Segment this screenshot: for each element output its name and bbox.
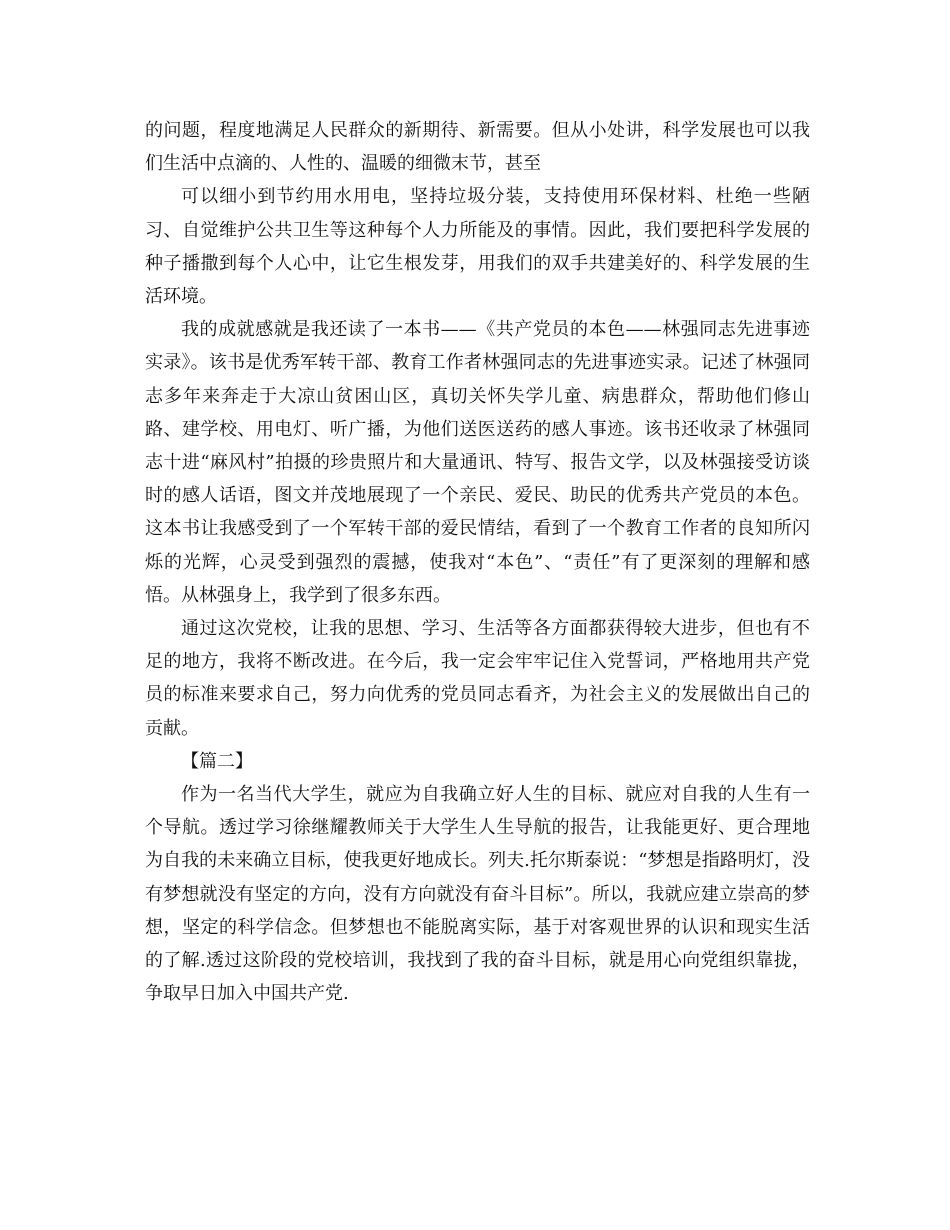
paragraph-2: 可以细小到节约用水用电，坚持垃圾分装，支持使用环保材料、杜绝一些陋习、自觉维护公共卫生等这种每个人力所能及的事情。因此，我们要把科学发展的种子播撒到每个人心中，让它生根发芽，用我们的双手共建美好的、科学发展的生活环境。 bbox=[145, 186, 810, 308]
paragraph-4: 通过这次党校，让我的思想、学习、生活等各方面都获得较大进步，但也有不足的地方，我将不断改进。在今后，我一定会牢牢记住入党誓词，严格地用共产党员的标准来要求自己，努力向优秀的党员同志看齐，为社会主义的发展做出自己的贡献。 bbox=[145, 618, 810, 739]
section-heading: 【篇二】 bbox=[181, 750, 253, 772]
paragraph-1: 的问题，程度地满足人民群众的新期待、新需要。但从小处讲，科学发展也可以我们生活中点滴的、人性的、温暖的细微末节，甚至 bbox=[145, 120, 810, 175]
document-body bbox=[145, 114, 810, 1010]
section-paragraph-1: 作为一名当代大学生，就应为自我确立好人生的目标、就应对自我的人生有一个导航。透过学习徐继耀教师关于大学生人生导航的报告，让我能更好、更合理地为自我的未来确立目标，使我更好地成长。列夫.托尔斯泰说：“梦想是指路明灯，没有梦想就没有坚定的方向，没有方向就没有奋斗目标”。所以，我就应建立崇高的梦想，坚定的科学信念。但梦想也不能脱离实际，基于对客观世界的认识和现实生活的了解.透过这阶段的党校培训，我找到了我的奋斗目标，就是用心向党组织靠拢，争取早日加入中国共产党. bbox=[145, 784, 810, 1005]
paragraph-3: 我的成就感就是我还读了一本书——《共产党员的本色——林强同志先进事迹实录》。该书是优秀军转干部、教育工作者林强同志的先进事迹实录。记述了林强同志多年来奔走于大凉山贫困山区，真切关怀失学儿童、病患群众，帮助他们修山路、建学校、用电灯、听广播，为他们送医送药的感人事迹。该书还收录了林强同志十进“麻风村”拍摄的珍贵照片和大量通讯、特写、报告文学，以及林强接受访谈时的感人话语，图文并茂地展现了一个亲民、爱民、助民的优秀共产党员的本色。这本书让我感受到了一个军转干部的爱民情结，看到了一个教育工作者的良知所闪烁的光辉，心灵受到强烈的震撼，使我对“本色”、“责任”有了更深刻的理解和感悟。从林强身上，我学到了很多东西。 bbox=[145, 319, 810, 606]
